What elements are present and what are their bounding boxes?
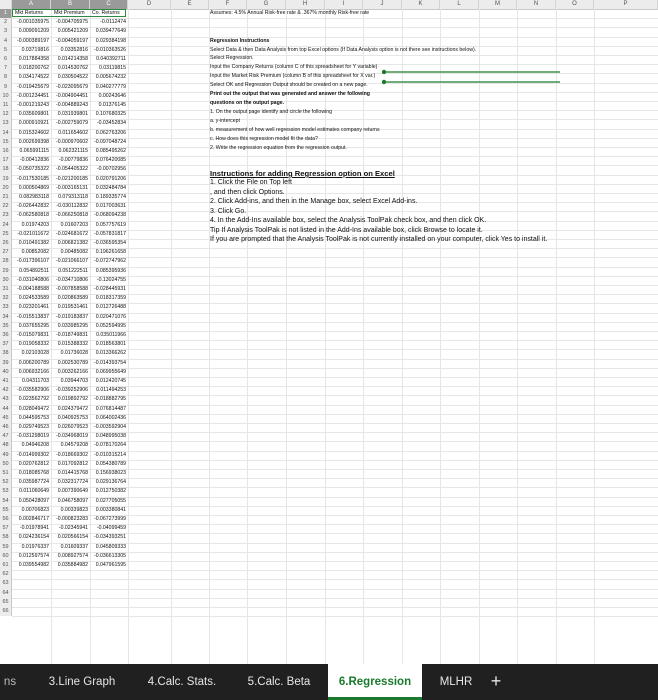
addin-line-6: Tip If Analysis ToolPak is not listed in the Add-Ins available box, click Browse to locate it.	[210, 226, 483, 234]
cell-a30[interactable]: -0.031040806	[16, 276, 49, 283]
row-header-46[interactable]: 46	[0, 423, 12, 432]
column-header-l[interactable]: L	[440, 0, 479, 9]
row-header-55[interactable]: 55	[0, 506, 12, 515]
cell-a9[interactable]: -0.019425679	[16, 83, 49, 90]
cell-c37[interactable]: 0.018563801	[95, 341, 126, 348]
row-header-62[interactable]: 62	[0, 570, 12, 579]
cell-b5[interactable]: 0.03352816	[60, 46, 88, 53]
cell-b45[interactable]: 0.040925753	[57, 414, 88, 421]
cell-a26[interactable]: 0.010491382	[18, 240, 49, 246]
cell-b8[interactable]: 0.030504522	[57, 74, 88, 81]
addin-line-1: 1. Click the File on Top left	[210, 179, 292, 186]
arrow-x-var	[382, 66, 562, 96]
cell-a44[interactable]: 0.028049472	[18, 405, 49, 412]
cell-c29[interactable]: 0.085395936	[95, 267, 126, 274]
row-header-59[interactable]: 59	[0, 543, 12, 552]
cell-c42[interactable]: 0.011494253	[96, 387, 126, 394]
cell-b22[interactable]: -0.030112832	[56, 203, 88, 210]
assumes-text[interactable]: Assumes: 4.5% Annual Risk-free rate & .367% monthly Risk-free rate	[210, 10, 370, 16]
row-header-50[interactable]: 50	[0, 460, 12, 469]
row-header-5[interactable]: 5	[0, 46, 12, 55]
cell-c24[interactable]: 0.057757619	[95, 221, 126, 228]
cell-a25[interactable]: -0.021011672	[17, 230, 49, 237]
cell-b52[interactable]: 0.032317724	[57, 479, 88, 486]
row-header-4[interactable]: 4	[0, 37, 12, 46]
cell-c54[interactable]: 0.027705055	[95, 497, 126, 504]
column-header-g[interactable]: G	[247, 0, 286, 9]
tab-calc-beta[interactable]: 5.Calc. Beta	[247, 676, 311, 688]
cell-a28[interactable]: -0.017396107	[16, 258, 49, 265]
cell-b54[interactable]: 0.046758097	[57, 497, 88, 504]
cell-c45[interactable]: 0.064002436	[95, 414, 126, 421]
row-header-30[interactable]: 30	[0, 276, 12, 285]
cell-b60[interactable]: 0.008927574	[57, 552, 88, 559]
cell-a56[interactable]: 0.002846717	[18, 516, 49, 522]
row-header-32[interactable]: 32	[0, 294, 12, 303]
column-header-k[interactable]: K	[402, 0, 440, 9]
row-header-36[interactable]: 36	[0, 331, 12, 340]
cell-c52[interactable]: 0.029136764	[95, 479, 126, 486]
cell-a31[interactable]: -0.004188588	[16, 286, 49, 292]
regression-line-5: Select OK and Regression Output should be created on a new page.	[210, 82, 368, 88]
select-all-corner[interactable]	[0, 0, 12, 9]
cell-b35[interactable]: 0.033985295	[57, 322, 88, 329]
cell-c39[interactable]: -0.014393754	[93, 359, 126, 366]
cell-c8[interactable]: 0.005674232	[95, 74, 126, 81]
cell-a61[interactable]: 0.039554982	[18, 562, 49, 568]
cell-a49[interactable]: -0.014999302	[16, 451, 49, 458]
regression-line-3: Input the Company Returns (column C of this spreadsheet for Y variable)	[210, 64, 378, 70]
cell-c4[interactable]: 0.029384198	[95, 37, 126, 44]
cell-a54[interactable]: 0.050428097	[18, 497, 49, 504]
cell-c2[interactable]: -0.0112474	[100, 19, 126, 26]
row-header-26[interactable]: 26	[0, 239, 12, 248]
row-header-15[interactable]: 15	[0, 138, 12, 147]
column-header-b[interactable]: B	[51, 0, 90, 9]
cell-c58[interactable]: -0.034393251	[93, 534, 126, 541]
row-header-43[interactable]: 43	[0, 395, 12, 404]
cell-a21[interactable]: 0.082983118	[19, 194, 49, 200]
cell-c26[interactable]: -0.036595354	[93, 240, 126, 246]
cell-b7[interactable]: 0.014530762	[57, 65, 88, 72]
cell-b49[interactable]: -0.018669302	[55, 451, 88, 458]
addin-line-5: 4. In the Add-Ins available box, select the Analysis ToolPak check box, and then click OK.	[210, 217, 487, 224]
cell-b23[interactable]: -0.066250818	[55, 212, 88, 219]
regression-line-4: Input the Market Risk Premium (column B of this spreadsheet for X var.)	[210, 73, 376, 79]
cell-b44[interactable]: 0.024379472	[57, 405, 88, 412]
cell-b25[interactable]: -0.024681672	[55, 230, 88, 237]
cell-c35[interactable]: 0.052594995	[95, 322, 126, 329]
cell-a53[interactable]: 0.011060649	[19, 488, 49, 495]
cell-b24[interactable]: 0.01607203	[60, 221, 88, 228]
row-header-47[interactable]: 47	[0, 432, 12, 441]
cell-a2[interactable]: -0.001035975	[16, 19, 49, 26]
cell-b10[interactable]: -0.004904451	[55, 92, 88, 99]
cell-c27[interactable]: 0.196261658	[95, 249, 126, 256]
cell-c17[interactable]: 0.076420085	[95, 157, 126, 164]
cell-a10[interactable]: -0.001234451	[16, 92, 49, 99]
row-header-3[interactable]: 3	[0, 27, 12, 36]
cell-c11[interactable]: 0.01376145	[98, 102, 126, 108]
row-header-22[interactable]: 22	[0, 202, 12, 211]
cell-b42[interactable]: -0.039252906	[55, 387, 88, 394]
column-header-c[interactable]: C	[90, 0, 128, 9]
cell-c7[interactable]: 0.03119815	[98, 65, 126, 72]
row-header-51[interactable]: 51	[0, 469, 12, 478]
tab-line-graph[interactable]: 3.Line Graph	[48, 676, 116, 688]
cell-a18[interactable]: -0.050735322	[16, 166, 49, 173]
cell-b29[interactable]: 0.051222511	[58, 267, 88, 274]
cell-a42[interactable]: -0.035582906	[16, 387, 49, 394]
row-header-65[interactable]: 65	[0, 598, 12, 607]
question-line-b: b. measurement of how well regression model estimates company returns	[210, 127, 380, 133]
cell-b61[interactable]: 0.035884982	[57, 562, 88, 568]
cell-a55[interactable]: 0.00706823	[21, 506, 49, 513]
cell-c22[interactable]: 0.017003631	[95, 203, 126, 210]
cell-c43[interactable]: -0.018882795	[93, 396, 126, 403]
cell-c33[interactable]: 0.012726488	[95, 304, 126, 311]
cell-a60[interactable]: 0.012597574	[18, 552, 49, 559]
cell-a5[interactable]: 0.03719816	[21, 46, 49, 53]
cell-b12[interactable]: 0.031939801	[57, 111, 88, 118]
cell-b55[interactable]: 0.00339823	[60, 506, 88, 513]
cell-a43[interactable]: 0.023562792	[18, 396, 49, 403]
cell-a59[interactable]: 0.01976337	[21, 543, 49, 550]
cell-c40[interactable]: 0.069955649	[95, 368, 126, 375]
cell-a4[interactable]: -0.000389197	[16, 37, 49, 44]
cell-b40[interactable]: 0.003262166	[57, 368, 88, 375]
cell-b21[interactable]: 0.079313118	[58, 194, 88, 200]
row-header-6[interactable]: 6	[0, 55, 12, 64]
cell-c36[interactable]: 0.035011966	[96, 332, 126, 338]
cell-c53[interactable]: 0.012750382	[95, 488, 126, 495]
row-header-42[interactable]: 42	[0, 386, 12, 395]
tab-regression[interactable]: 6.Regression	[328, 664, 422, 700]
row-header-14[interactable]: 14	[0, 129, 12, 138]
regression-line-1: Select Data & then Data Analysis from top Excel options (If Data Analysis option is not there see instructions below).	[210, 46, 477, 53]
row-header-63[interactable]: 63	[0, 579, 12, 588]
cell-b15[interactable]: -0.000970602	[55, 138, 88, 145]
cell-b20[interactable]: -0.003165131	[55, 184, 88, 191]
header-mkt-premium[interactable]: Mkt Premium	[54, 10, 85, 16]
cell-a36[interactable]: -0.015079831	[16, 332, 49, 338]
question-line-2: 2. Write the regression equation from the regression output.	[210, 145, 347, 151]
cell-b51[interactable]: 0.014415768	[57, 470, 88, 476]
row-header-56[interactable]: 56	[0, 515, 12, 524]
cell-a22[interactable]: -0.026442832	[16, 203, 49, 210]
cell-c50[interactable]: 0.054380789	[95, 460, 126, 467]
row-header-10[interactable]: 10	[0, 92, 12, 101]
cell-c14[interactable]: 0.062763206	[95, 129, 126, 136]
cell-c16[interactable]: 0.085495262	[95, 148, 126, 154]
regression-line-2: Select Regression.	[210, 55, 254, 61]
cell-c28[interactable]: -0.072747962	[93, 258, 126, 265]
cell-a34[interactable]: -0.015513837	[16, 313, 49, 320]
row-header-35[interactable]: 35	[0, 322, 12, 331]
sheet-tab-bar	[0, 664, 658, 700]
cell-a14[interactable]: 0.015324602	[18, 129, 49, 136]
selected-range	[12, 9, 126, 17]
question-line-1: 1. On the output page identify and circle the following	[210, 109, 332, 115]
cell-a8[interactable]: 0.034174522	[18, 74, 49, 81]
cell-a58[interactable]: 0.024236154	[18, 534, 49, 541]
cell-c20[interactable]: 0.032484784	[95, 184, 126, 191]
cell-b57[interactable]: -0.02345941	[58, 525, 88, 532]
cell-a46[interactable]: 0.029749523	[18, 424, 49, 430]
cell-b37[interactable]: 0.015388332	[57, 341, 88, 348]
cell-a37[interactable]: 0.019058332	[18, 341, 49, 348]
row-header-44[interactable]: 44	[0, 405, 12, 414]
row-header-39[interactable]: 39	[0, 359, 12, 368]
header-co-returns[interactable]: Co. Returns	[92, 10, 120, 16]
cell-a15[interactable]: 0.002699398	[18, 138, 49, 145]
cell-a11[interactable]: -0.001219243	[16, 102, 49, 108]
cell-c13[interactable]: -0.03452834	[96, 120, 126, 127]
row-header-20[interactable]: 20	[0, 184, 12, 193]
cell-b31[interactable]: -0.007858588	[55, 286, 88, 292]
print-line-1: Print out the output that was generated and answer the following	[210, 91, 370, 97]
cell-c59[interactable]: 0.045809333	[95, 543, 126, 550]
row-header-2[interactable]: 2	[0, 18, 12, 27]
row-header-18[interactable]: 18	[0, 165, 12, 174]
question-line-c: c. How does this regression model fit the data?	[210, 136, 318, 142]
row-header-13[interactable]: 13	[0, 119, 12, 128]
cell-a45[interactable]: 0.044595753	[18, 414, 49, 421]
row-header-23[interactable]: 23	[0, 211, 12, 220]
row-header-61[interactable]: 61	[0, 561, 12, 570]
row-header-45[interactable]: 45	[0, 414, 12, 423]
cell-b56[interactable]: -0.000823283	[55, 516, 88, 522]
cell-b26[interactable]: 0.006821382	[57, 240, 88, 246]
cell-c15[interactable]: -0.097048724	[93, 138, 126, 145]
cell-a6[interactable]: 0.017884358	[18, 56, 49, 62]
row-header-64[interactable]: 64	[0, 589, 12, 598]
cell-a47[interactable]: -0.031298019	[16, 433, 49, 440]
addin-line-3: 2. Click Add-ins, and then in the Manage box, select Excel Add-ins.	[210, 198, 418, 205]
cell-c5[interactable]: -0.010363526	[93, 46, 126, 53]
column-header-i[interactable]: I	[325, 0, 363, 9]
cell-c41[interactable]: 0.012420745	[95, 378, 126, 384]
cell-a57[interactable]: -0.01978941	[19, 525, 49, 532]
cell-c30[interactable]: -0.13024755	[96, 276, 126, 283]
cell-b33[interactable]: 0.019531461	[57, 304, 88, 311]
row-header-17[interactable]: 17	[0, 156, 12, 165]
addin-line-2: , and then click Options.	[210, 188, 285, 196]
cell-c32[interactable]: 0.018317359	[95, 295, 126, 302]
row-header-49[interactable]: 49	[0, 451, 12, 460]
cell-a17[interactable]: -0.00412836	[19, 157, 49, 164]
tab-partial[interactable]: ns	[3, 676, 17, 688]
cell-a12[interactable]: 0.035609801	[18, 111, 49, 118]
column-header-a[interactable]: A	[12, 0, 51, 9]
cell-b3[interactable]: 0.005421209	[57, 28, 88, 35]
cell-a50[interactable]: 0.020762812	[18, 460, 49, 467]
cell-c19[interactable]: 0.020791206	[95, 175, 126, 182]
cell-c10[interactable]: 0.00243646	[98, 92, 126, 99]
row-header-24[interactable]: 24	[0, 221, 12, 230]
row-header-38[interactable]: 38	[0, 349, 12, 358]
row-header-21[interactable]: 21	[0, 193, 12, 202]
cell-a29[interactable]: 0.054892511	[19, 267, 49, 274]
add-sheet-icon[interactable]: +	[490, 671, 502, 691]
cell-c61[interactable]: 0.047961595	[95, 562, 126, 568]
row-header-8[interactable]: 8	[0, 73, 12, 82]
row-header-34[interactable]: 34	[0, 313, 12, 322]
cell-c25[interactable]: -0.057831817	[93, 230, 126, 237]
cell-c18[interactable]: -0.00702956	[96, 166, 126, 173]
cell-a52[interactable]: 0.035987724	[18, 479, 49, 486]
cell-b53[interactable]: 0.007390649	[57, 488, 88, 495]
cell-a7[interactable]: 0.018200762	[18, 65, 49, 72]
cell-c38[interactable]: 0.013366262	[95, 350, 126, 357]
column-header-o[interactable]: O	[556, 0, 594, 9]
column-header-e[interactable]: E	[171, 0, 209, 9]
row-header-58[interactable]: 58	[0, 533, 12, 542]
row-header-28[interactable]: 28	[0, 257, 12, 266]
cell-b2[interactable]: -0.004705975	[55, 19, 88, 26]
cell-b38[interactable]: 0.01736028	[60, 350, 88, 357]
cell-c12[interactable]: 0.107680325	[95, 111, 126, 118]
row-header-33[interactable]: 33	[0, 303, 12, 312]
cell-c21[interactable]: 0.189335774	[95, 194, 126, 200]
cell-b46[interactable]: 0.026079523	[57, 424, 88, 430]
column-header-m[interactable]: M	[479, 0, 517, 9]
cell-a20[interactable]: 0.000504869	[18, 184, 49, 191]
question-line-a: a. y-intercept	[210, 118, 240, 124]
row-header-48[interactable]: 48	[0, 441, 12, 450]
cell-a41[interactable]: 0.04311703	[21, 378, 49, 384]
header-mkt-returns[interactable]: Mkt Returns	[15, 10, 43, 16]
cell-a16[interactable]: 0.065991115	[19, 148, 49, 154]
cell-a39[interactable]: 0.006200789	[18, 359, 49, 366]
row-header-25[interactable]: 25	[0, 230, 12, 239]
cell-b4[interactable]: -0.004059197	[55, 37, 88, 44]
cell-b47[interactable]: -0.034968019	[55, 433, 88, 440]
row-header-1[interactable]: 1	[0, 9, 12, 18]
cell-c60[interactable]: -0.036613305	[93, 552, 126, 559]
cell-a19[interactable]: -0.017530185	[16, 175, 49, 182]
cell-c51[interactable]: 0.156938023	[95, 470, 126, 476]
row-header-9[interactable]: 9	[0, 83, 12, 92]
cell-a40[interactable]: 0.006932166	[18, 368, 49, 375]
cell-b13[interactable]: -0.002759079	[55, 120, 88, 127]
cell-b17[interactable]: -0.00779836	[58, 157, 88, 164]
addin-line-7: If you are prompted that the Analysis ToolPak is not currently installed on your computer, click Yes to install it.	[210, 236, 548, 243]
row-header-37[interactable]: 37	[0, 340, 12, 349]
cell-b11[interactable]: -0.004889243	[55, 102, 88, 108]
cell-b6[interactable]: 0.014214358	[57, 56, 88, 62]
cell-a51[interactable]: 0.018085768	[18, 470, 49, 476]
tab-calc-stats[interactable]: 4.Calc. Stats.	[147, 676, 217, 688]
cell-b18[interactable]: -0.054405322	[55, 166, 88, 173]
cell-b19[interactable]: -0.021200185	[55, 175, 88, 182]
column-header-p[interactable]: P	[594, 0, 658, 9]
row-header-66[interactable]: 66	[0, 607, 12, 616]
cell-b30[interactable]: -0.034710806	[55, 276, 88, 283]
row-header-12[interactable]: 12	[0, 110, 12, 119]
cell-b43[interactable]: 0.019892792	[57, 396, 88, 403]
row-header-41[interactable]: 41	[0, 377, 12, 386]
row-header-27[interactable]: 27	[0, 248, 12, 257]
column-header-f[interactable]: F	[209, 0, 247, 9]
print-line-2: questions on the output page.	[210, 100, 285, 106]
cell-b32[interactable]: 0.020863589	[57, 295, 88, 302]
cell-c3[interactable]: 0.039477649	[95, 28, 126, 35]
cell-c6[interactable]: 0.040392711	[96, 56, 126, 62]
cell-a48[interactable]: 0.04946208	[21, 442, 49, 449]
cell-c23[interactable]: -0.068094238	[93, 212, 126, 219]
cell-b50[interactable]: 0.017092812	[57, 460, 88, 467]
tab-mlhr[interactable]: MLHR	[439, 676, 473, 688]
cell-c44[interactable]: 0.076814487	[95, 405, 126, 412]
row-header-16[interactable]: 16	[0, 147, 12, 156]
row-header-60[interactable]: 60	[0, 552, 12, 561]
cell-a13[interactable]: 0.000910921	[18, 120, 49, 127]
row-header-31[interactable]: 31	[0, 285, 12, 294]
cell-b14[interactable]: 0.011654602	[58, 129, 88, 136]
row-header-40[interactable]: 40	[0, 368, 12, 377]
cell-c31[interactable]: -0.028445931	[93, 286, 126, 292]
cell-b36[interactable]: -0.018749831	[55, 332, 88, 338]
column-header-d[interactable]: D	[128, 0, 171, 9]
row-header-19[interactable]: 19	[0, 175, 12, 184]
cell-a24[interactable]: 0.01974203	[21, 221, 49, 228]
cell-a38[interactable]: 0.02103028	[21, 350, 49, 357]
column-header-n[interactable]: N	[517, 0, 556, 9]
row-header-53[interactable]: 53	[0, 487, 12, 496]
cell-b28[interactable]: -0.021066107	[55, 258, 88, 265]
cell-b48[interactable]: 0.04579208	[60, 442, 88, 449]
regression-title: Regression Instructions	[210, 38, 270, 44]
cell-a3[interactable]: 0.009091209	[18, 28, 49, 35]
cell-b39[interactable]: 0.002530789	[57, 359, 88, 366]
cell-b16[interactable]: 0.062321115	[58, 148, 88, 154]
row-header-54[interactable]: 54	[0, 497, 12, 506]
cell-b9[interactable]: -0.023095679	[55, 83, 88, 90]
row-header-7[interactable]: 7	[0, 64, 12, 73]
column-header-j[interactable]: J	[363, 0, 402, 9]
cell-c55[interactable]: 0.003380841	[95, 506, 126, 513]
column-header-h[interactable]: H	[286, 0, 325, 9]
cell-b34[interactable]: -0.019183837	[55, 313, 88, 320]
cell-b41[interactable]: 0.03944703	[60, 378, 88, 384]
cell-c46[interactable]: -0.003592904	[93, 424, 126, 430]
addin-line-4: 3. Click Go.	[210, 207, 247, 215]
cell-a35[interactable]: 0.037655295	[18, 322, 49, 329]
row-header-57[interactable]: 57	[0, 524, 12, 533]
cell-c48[interactable]: -0.078170264	[93, 442, 126, 449]
row-header-11[interactable]: 11	[0, 101, 12, 110]
cell-b58[interactable]: 0.020566154	[57, 534, 88, 541]
cell-c47[interactable]: 0.048995038	[95, 433, 126, 440]
cell-c56[interactable]: -0.067273999	[93, 516, 126, 522]
cell-a33[interactable]: 0.023201461	[18, 304, 49, 311]
cell-a32[interactable]: 0.024533589	[18, 295, 49, 302]
cell-a23[interactable]: -0.062580818	[16, 212, 49, 219]
cell-c9[interactable]: 0.040277779	[95, 83, 126, 90]
cell-c34[interactable]: 0.020471076	[95, 313, 126, 320]
cell-c57[interactable]: -0.04099459	[96, 525, 126, 532]
cell-b27[interactable]: 0.00485082	[60, 249, 88, 256]
cell-b59[interactable]: 0.01609337	[60, 543, 88, 550]
cell-a27[interactable]: 0.00852082	[21, 249, 49, 256]
cell-c49[interactable]: -0.010315214	[93, 451, 126, 458]
row-header-29[interactable]: 29	[0, 267, 12, 276]
addin-title: Instructions for adding Regression option on Excel	[210, 169, 395, 178]
row-header-52[interactable]: 52	[0, 478, 12, 487]
